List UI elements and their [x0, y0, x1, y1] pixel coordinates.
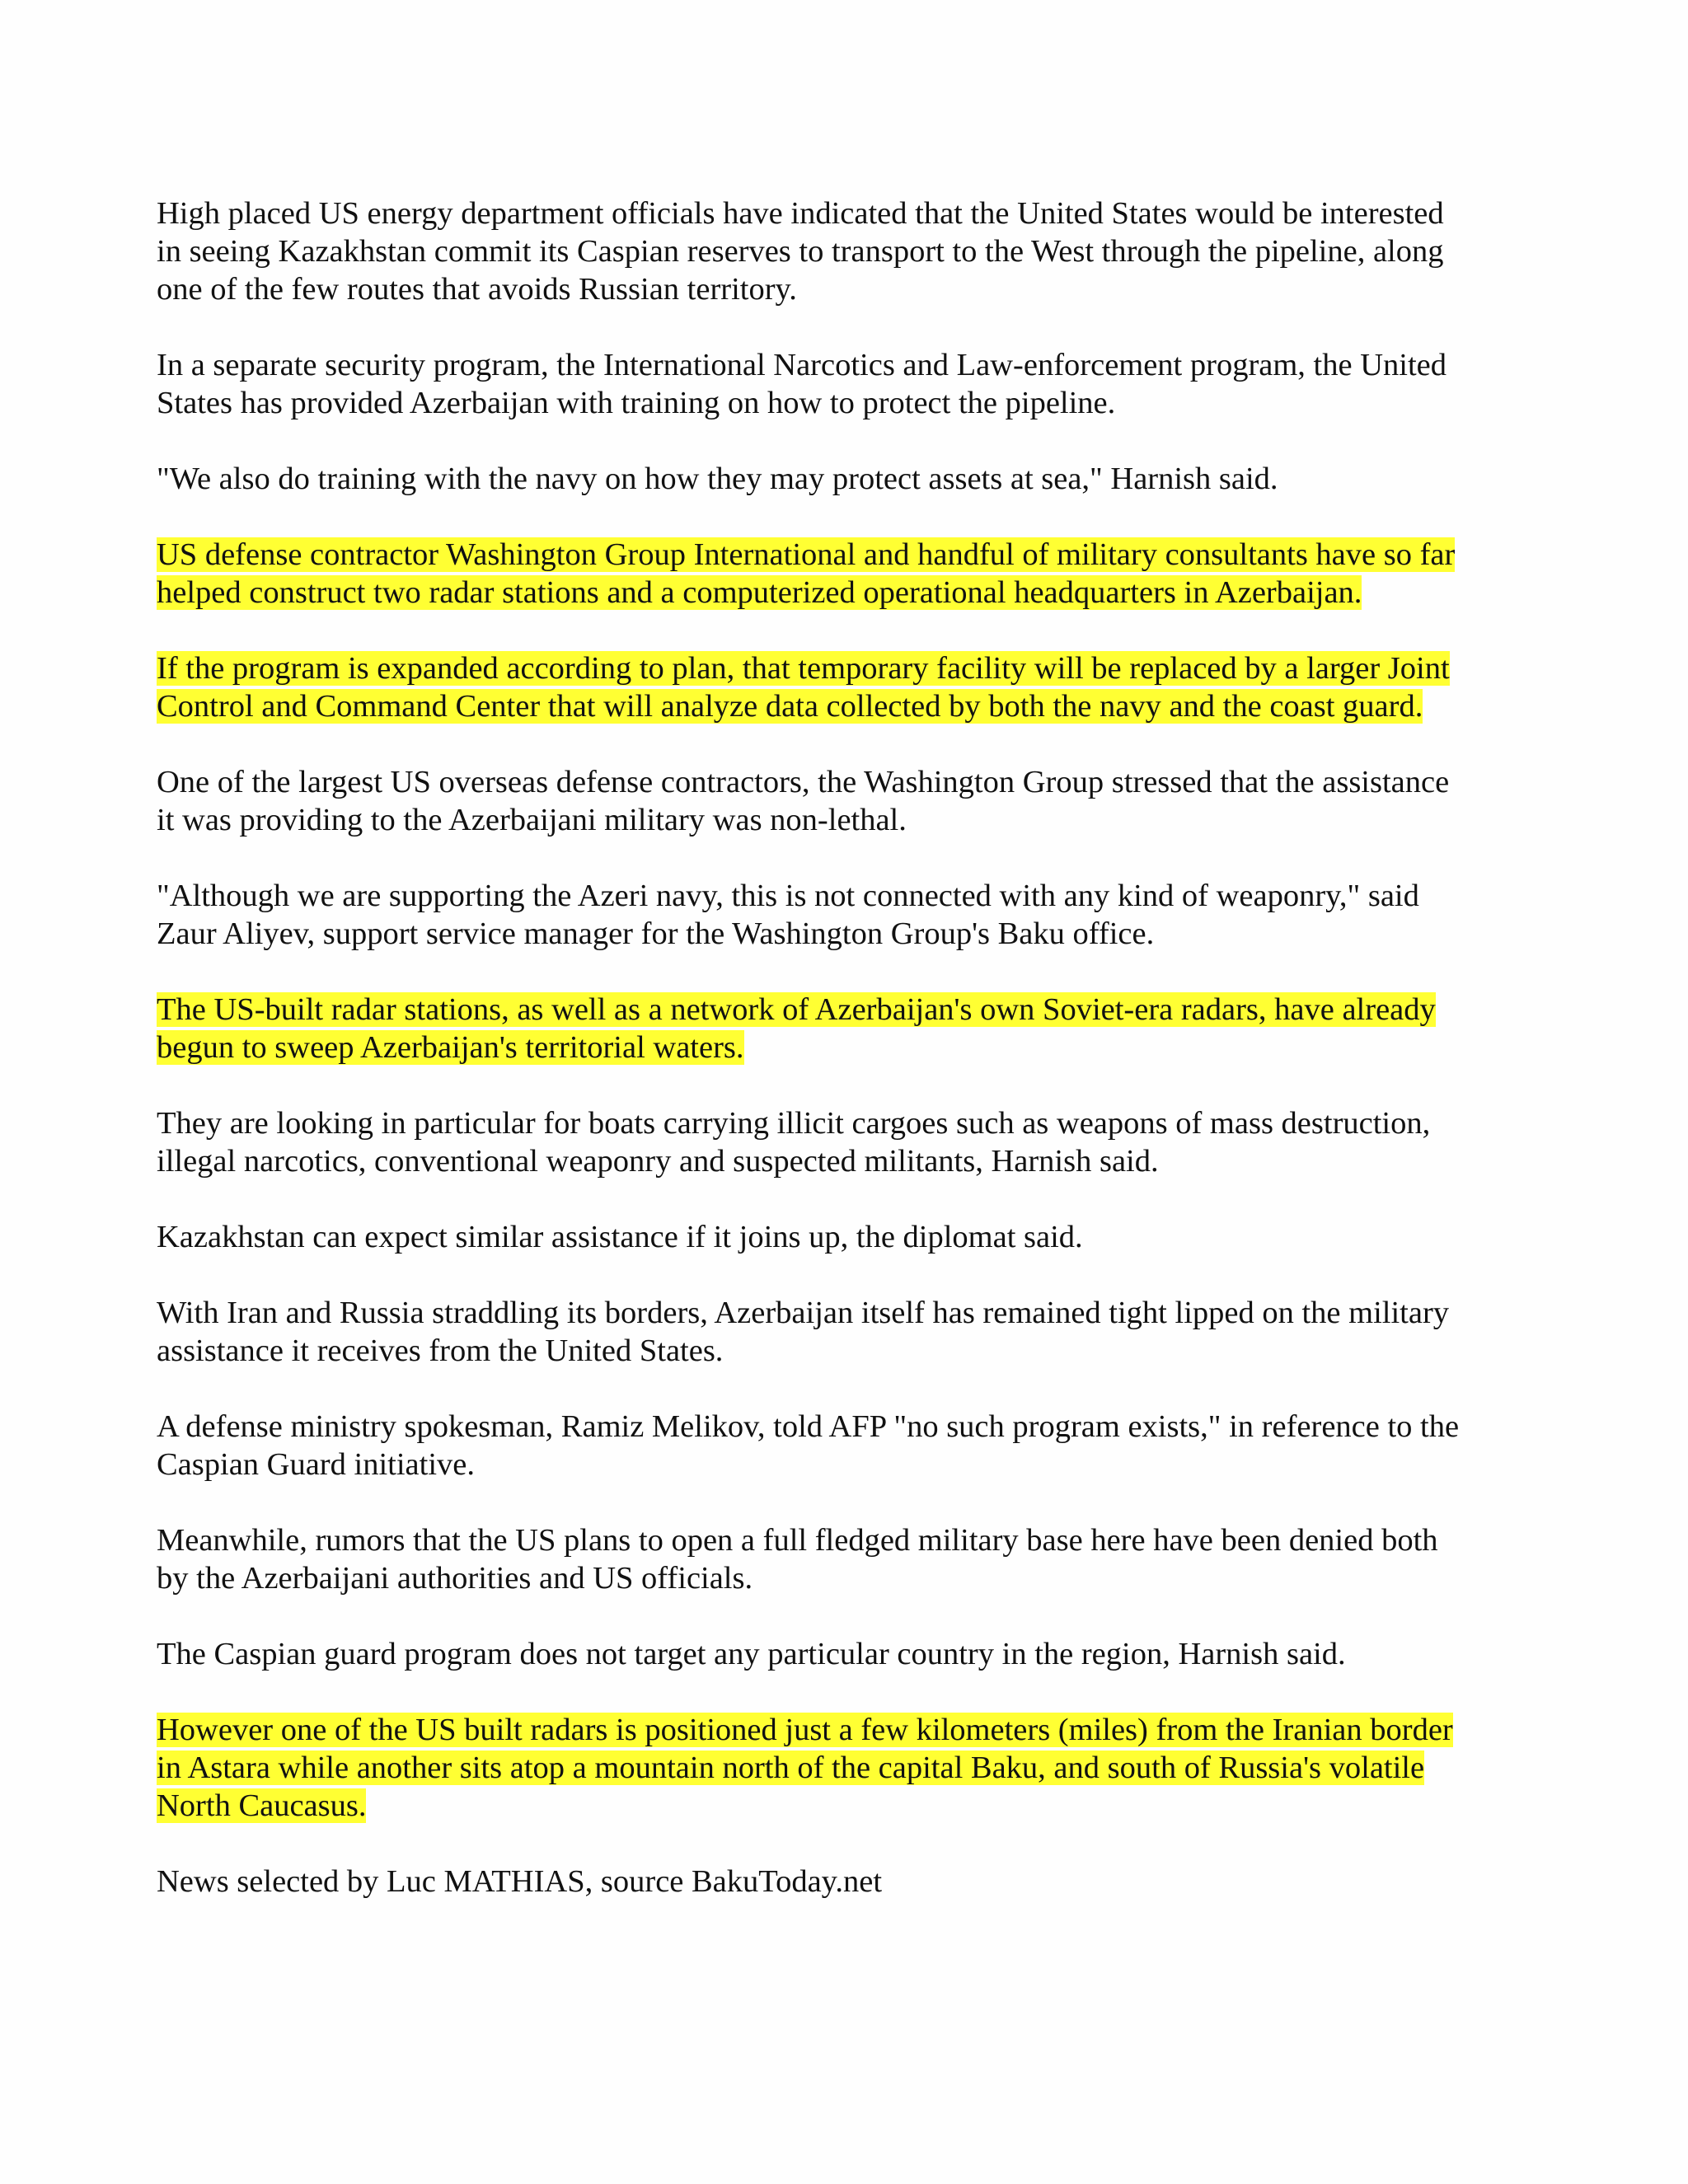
text-line: one of the few routes that avoids Russian territory. — [157, 272, 797, 307]
text-line: In a separate security program, the International Narcotics and Law-enforcement program, the United — [157, 348, 1447, 382]
highlighted-paragraph-15 — [157, 1711, 1541, 1825]
text-line: However one of the US built radars is positioned just a few kilometers (miles) from the Iranian border — [157, 1713, 1453, 1747]
paragraph-12 — [157, 1408, 1541, 1483]
text-line: assistance it receives from the United States. — [157, 1333, 724, 1368]
highlighted-paragraph-5 — [157, 649, 1541, 725]
highlighted-paragraph-8 — [157, 991, 1541, 1066]
source-credit — [157, 1863, 1541, 1900]
text-line: "Although we are supporting the Azeri navy, this is not connected with any kind of weaponry," said — [157, 879, 1419, 913]
text-line: in seeing Kazakhstan commit its Caspian reserves to transport to the West through the pipeline, along — [157, 234, 1444, 269]
text-line: US defense contractor Washington Group International and handful of military consultants have so far — [157, 537, 1456, 572]
paragraph-2 — [157, 346, 1541, 422]
text-line: Meanwhile, rumors that the US plans to open a full fledged military base here have been denied both — [157, 1523, 1438, 1558]
text-line: Kazakhstan can expect similar assistance if it joins up, the diplomat said. — [157, 1220, 1083, 1254]
text-line: News selected by Luc MATHIAS, source BakuToday.net — [157, 1864, 883, 1899]
paragraph-6 — [157, 763, 1541, 839]
paragraph-10 — [157, 1218, 1541, 1256]
text-line: Caspian Guard initiative. — [157, 1447, 475, 1482]
text-line: illegal narcotics, conventional weaponry and suspected militants, Harnish said. — [157, 1144, 1159, 1179]
text-line: North Caucasus. — [157, 1788, 367, 1823]
text-line: "We also do training with the navy on how they may protect assets at sea," Harnish said. — [157, 462, 1278, 496]
text-line: High placed US energy department officials have indicated that the United States would be interested — [157, 196, 1444, 231]
paragraph-3 — [157, 460, 1541, 498]
text-line: A defense ministry spokesman, Ramiz Melikov, told AFP "no such program exists," in reference to the — [157, 1409, 1460, 1444]
paragraph-13 — [157, 1521, 1541, 1597]
text-line: Control and Command Center that will analyze data collected by both the navy and the coast guard. — [157, 689, 1423, 724]
paragraph-11 — [157, 1294, 1541, 1370]
text-line: The Caspian guard program does not target any particular country in the region, Harnish said. — [157, 1637, 1346, 1671]
text-line: With Iran and Russia straddling its borders, Azerbaijan itself has remained tight lipped on the military — [157, 1296, 1450, 1330]
paragraph-7 — [157, 877, 1541, 953]
text-line: by the Azerbaijani authorities and US officials. — [157, 1561, 753, 1596]
text-line: it was providing to the Azerbaijani military was non-lethal. — [157, 803, 907, 837]
paragraph-1 — [157, 194, 1541, 308]
text-line: They are looking in particular for boats carrying illicit cargoes such as weapons of mass destruction, — [157, 1106, 1431, 1141]
text-line: helped construct two radar stations and a computerized operational headquarters in Azerbaijan. — [157, 575, 1362, 610]
paragraph-14 — [157, 1635, 1541, 1673]
text-line: If the program is expanded according to plan, that temporary facility will be replaced by a larger Joint — [157, 651, 1450, 686]
paragraph-9 — [157, 1104, 1541, 1180]
text-line: Zaur Aliyev, support service manager for the Washington Group's Baku office. — [157, 916, 1155, 951]
text-line: in Astara while another sits atop a mountain north of the capital Baku, and south of Russia's volatile — [157, 1750, 1425, 1785]
highlighted-paragraph-4 — [157, 536, 1541, 612]
text-line: States has provided Azerbaijan with training on how to protect the pipeline. — [157, 386, 1116, 420]
article-body — [157, 194, 1541, 1938]
text-line: begun to sweep Azerbaijan's territorial waters. — [157, 1030, 744, 1065]
text-line: The US-built radar stations, as well as a network of Azerbaijan's own Soviet-era radars, have already — [157, 992, 1436, 1027]
text-line: One of the largest US overseas defense contractors, the Washington Group stressed that the assistance — [157, 765, 1450, 799]
